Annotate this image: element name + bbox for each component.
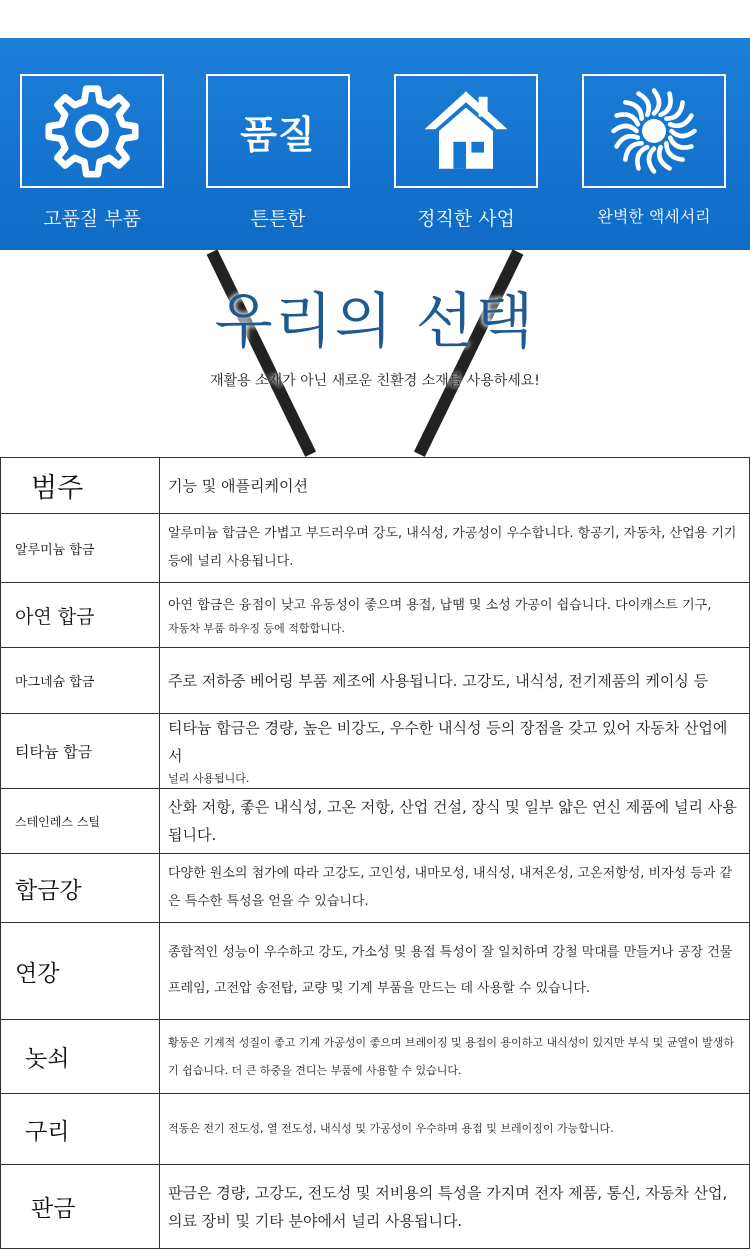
- feature-label: 정직한 사업: [417, 208, 515, 230]
- row-category: 구리: [1, 1094, 160, 1165]
- feature-sturdy: [200, 74, 356, 231]
- table-row: [1, 714, 750, 789]
- sun-ray: [671, 131, 694, 136]
- row-description: 산화 저항, 좋은 내식성, 고온 저항, 산업 건설, 장식 및 일부 얇은 연신 제품에 널리 사용됩니다.: [160, 789, 750, 854]
- header-category: 범주: [1, 458, 160, 514]
- row-category: 연강: [1, 923, 160, 1020]
- feature-label: 완벽한 액세서리: [597, 207, 711, 226]
- row-description: 다양한 원소의 첨가에 따라 고강도, 고인성, 내마모성, 내식성, 내저온성, 고온저항성, 비자성 등과 같은 특수한 특성을 얻을 수 있습니다.: [160, 854, 750, 923]
- row-category: 합금강: [1, 854, 160, 923]
- sun-ray: [649, 148, 654, 171]
- header-description: 기능 및 애플리케이션: [160, 458, 750, 514]
- table-row: [1, 514, 750, 583]
- sun-ray: [617, 114, 638, 124]
- table-row: [1, 648, 750, 714]
- table-row: [1, 583, 750, 648]
- table-row: [1, 1165, 750, 1249]
- sun-ray: [661, 94, 671, 115]
- row-description: 종합적인 성능이 우수하고 강도, 가소성 및 용접 특성이 잘 일치하며 강철 막대를 만들거나 공장 건물 프레임, 고전압 송전탑, 교량 및 기계 부품을 만드는 데 사용할 수 있습니다.: [160, 923, 750, 1020]
- sun-ray: [614, 126, 637, 131]
- gear-icon: [44, 83, 140, 179]
- row-description: 황동은 기계적 성질이 좋고 기계 가공성이 좋으며 브레이징 및 용접이 용이하고 내식성이 있지만 부식 및 균열이 발생하기 쉽습니다. 더 큰 하중을 견디는 부품에 사용할 수 있습니다.: [160, 1020, 750, 1094]
- row-category: 티타늄 합금: [1, 714, 160, 789]
- feature-banner: [0, 38, 750, 250]
- sun-icon: [608, 85, 700, 177]
- row-category: 놋쇠: [1, 1020, 160, 1094]
- row-description-cell: [160, 714, 750, 789]
- row-description-extra: 자동차 부품 하우징 등에 적합합니다.: [168, 622, 345, 635]
- row-category: 알루미늄 합금: [1, 514, 160, 583]
- row-description-extra: 널리 사용됩니다.: [168, 772, 250, 785]
- sun-ray: [654, 91, 659, 114]
- quality-text-icon: 품질: [240, 112, 316, 157]
- sun-ray: [637, 147, 647, 168]
- feature-label: 고품질 부품: [43, 208, 141, 230]
- row-description-cell: [160, 583, 750, 648]
- feature-icon-box: [206, 74, 350, 188]
- row-category: 마그네슘 합금: [1, 648, 160, 714]
- row-description: 알루미늄 합금은 가볍고 부드러우며 강도, 내식성, 가공성이 우수합니다. 항공기, 자동차, 산업용 기기 등에 널리 사용됩니다.: [160, 514, 750, 583]
- table-row: [1, 923, 750, 1020]
- material-table: [0, 457, 750, 1249]
- feature-icon-box: [394, 74, 538, 188]
- row-category: 스테인레스 스틸: [1, 789, 160, 854]
- row-description: 판금은 경량, 고강도, 전도성 및 저비용의 특성을 가지며 전자 제품, 통신, 자동차 산업, 의료 장비 및 기타 분야에서 널리 사용됩니다.: [160, 1165, 750, 1249]
- feature-honest-business: [388, 74, 544, 231]
- table-row: [1, 854, 750, 923]
- top-strip: [0, 0, 750, 39]
- table-row: [1, 789, 750, 854]
- row-description: 주로 저하중 베어링 부품 제조에 사용됩니다. 고강도, 내식성, 전기제품의 케이싱 등: [160, 648, 750, 714]
- row-description: 티타늄 합금은 경량, 높은 비강도, 우수한 내식성 등의 장점을 갖고 있어 자동차 산업에서: [168, 719, 728, 765]
- row-description: 적동은 전기 전도성, 열 전도성, 내식성 및 가공성이 우수하며 용접 및 브레이징이 가능합니다.: [160, 1094, 750, 1165]
- table-header-row: [1, 458, 750, 514]
- section-subtitle: 재활용 소재가 아닌 새로운 친환경 소재를 사용하세요!: [210, 373, 540, 389]
- section-heading: 우리의 선택: [214, 287, 536, 357]
- feature-high-quality-parts: [14, 74, 170, 231]
- feature-icon-box: [582, 74, 726, 188]
- row-category: 판금: [1, 1165, 160, 1249]
- row-description: 아연 합금은 융점이 낮고 유동성이 좋으며 용접, 납땜 및 소성 가공이 쉽습니다. 다이캐스트 기구,: [168, 598, 712, 613]
- table-row: [1, 1094, 750, 1165]
- row-category: 아연 합금: [1, 583, 160, 648]
- feature-perfect-accessories: [576, 74, 732, 227]
- house-icon: [421, 86, 511, 176]
- feature-icon-box: [20, 74, 164, 188]
- sun-ray: [670, 138, 691, 148]
- table-row: [1, 1020, 750, 1094]
- feature-label: 튼튼한: [250, 208, 306, 230]
